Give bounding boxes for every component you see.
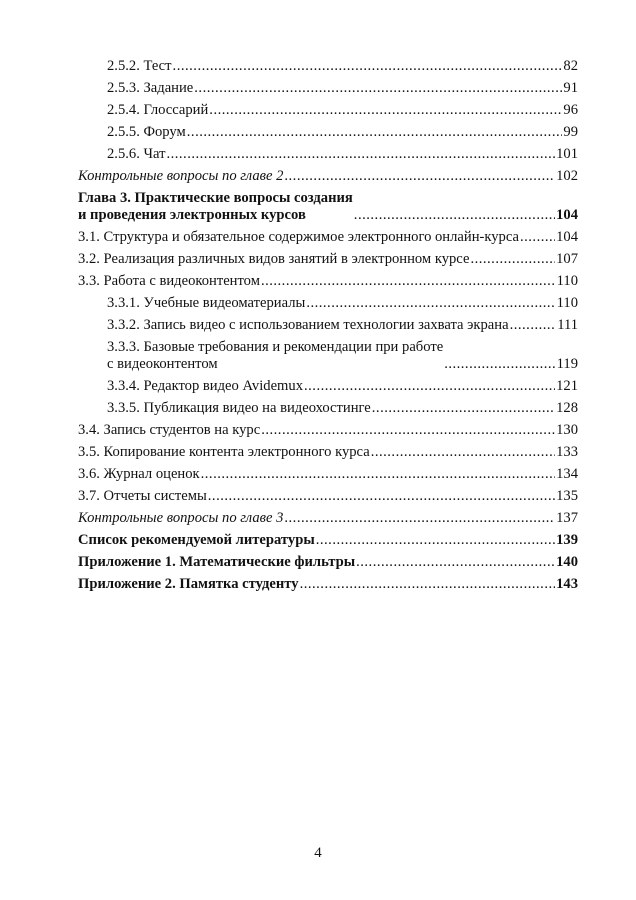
toc-entry <box>78 102 578 119</box>
toc-dot-leader <box>173 58 563 75</box>
toc-dot-leader <box>194 80 562 97</box>
toc-entry-title-line: 3.3. Работа с видеоконтентом <box>78 273 260 289</box>
toc-entry-page-number: 139 <box>556 532 578 548</box>
toc-entry-title-line: 3.3.3. Базовые требования и рекомендации при работе <box>107 339 444 355</box>
toc-entry <box>78 190 578 224</box>
toc-entry <box>78 295 578 312</box>
table-of-contents <box>78 58 578 598</box>
toc-entry <box>78 146 578 163</box>
toc-entry-page-number: 107 <box>556 251 578 267</box>
toc-entry-title-line: 3.3.2. Запись видео с использованием технологии захвата экрана <box>107 317 509 333</box>
toc-dot-leader <box>510 317 557 334</box>
toc-entry-title <box>78 251 469 268</box>
toc-entry-title <box>78 488 207 505</box>
toc-entry-title-line: 3.3.4. Редактор видео Avidemux <box>107 378 303 394</box>
toc-entry <box>78 576 578 593</box>
toc-dot-leader <box>444 356 555 373</box>
toc-entry-title <box>107 339 443 373</box>
toc-dot-leader <box>187 124 563 141</box>
toc-entry-page-number: 104 <box>556 229 578 245</box>
toc-entry <box>78 58 578 75</box>
toc-dot-leader <box>306 295 555 312</box>
toc-dot-leader <box>284 168 555 185</box>
toc-entry-page-number: 82 <box>563 58 578 74</box>
toc-entry <box>78 378 578 395</box>
toc-entry <box>78 444 578 461</box>
toc-entry-title-line: 2.5.3. Задание <box>107 80 194 96</box>
toc-entry <box>78 317 578 334</box>
toc-entry-title-line: 3.6. Журнал оценок <box>78 466 200 482</box>
toc-entry <box>78 168 578 185</box>
toc-entry-title-line: Список рекомендуемой литературы <box>78 532 315 548</box>
toc-dot-leader <box>304 378 555 395</box>
toc-dot-leader <box>354 207 555 224</box>
toc-entry-title <box>78 532 315 549</box>
toc-entry <box>78 466 578 483</box>
toc-entry <box>78 400 578 417</box>
toc-entry-title-line: Контрольные вопросы по главе 3 <box>78 510 284 526</box>
toc-entry-page-number: 104 <box>556 207 578 223</box>
toc-entry-page-number: 137 <box>556 510 578 526</box>
toc-entry <box>78 488 578 505</box>
toc-entry-title-line: 3.4. Запись студентов на курс <box>78 422 261 438</box>
toc-entry-title <box>107 102 208 119</box>
toc-entry-title-line: Приложение 2. Памятка студенту <box>78 576 299 592</box>
toc-entry-page-number: 111 <box>557 317 578 333</box>
toc-dot-leader <box>209 102 562 119</box>
toc-dot-leader <box>201 466 555 483</box>
toc-entry-page-number: 99 <box>563 124 578 140</box>
toc-entry-title <box>78 273 260 290</box>
toc-entry <box>78 339 578 373</box>
toc-dot-leader <box>300 576 556 593</box>
toc-dot-leader <box>261 422 555 439</box>
toc-entry-title <box>78 510 283 527</box>
toc-entry-title-line: Контрольные вопросы по главе 2 <box>78 168 284 184</box>
toc-entry-title <box>78 190 353 224</box>
toc-entry-title-line: 2.5.4. Глоссарий <box>107 102 209 118</box>
toc-entry-title <box>107 146 165 163</box>
toc-dot-leader <box>316 532 555 549</box>
toc-entry-title <box>107 58 172 75</box>
toc-entry-page-number: 91 <box>563 80 578 96</box>
toc-dot-leader <box>470 251 555 268</box>
toc-entry <box>78 124 578 141</box>
toc-entry-page-number: 119 <box>556 356 578 372</box>
toc-entry-title <box>78 576 299 593</box>
toc-entry-page-number: 102 <box>556 168 578 184</box>
toc-entry-title-line: Глава 3. Практические вопросы создания <box>78 190 353 206</box>
toc-entry <box>78 251 578 268</box>
toc-entry-page-number: 143 <box>556 576 578 592</box>
toc-entry-title-line: Приложение 1. Математические фильтры <box>78 554 356 570</box>
toc-entry-title <box>78 466 200 483</box>
toc-entry <box>78 532 578 549</box>
toc-entry-title <box>107 400 371 417</box>
toc-dot-leader <box>372 400 555 417</box>
toc-entry-title-line: с видеоконтентом <box>107 356 218 372</box>
page-number: 4 <box>314 845 322 861</box>
toc-entry-page-number: 133 <box>556 444 578 460</box>
toc-entry-page-number: 135 <box>556 488 578 504</box>
toc-entry-title <box>107 295 305 312</box>
toc-entry <box>78 80 578 97</box>
toc-entry <box>78 554 578 571</box>
toc-entry-title <box>107 80 193 97</box>
toc-entry-page-number: 101 <box>556 146 578 162</box>
toc-entry-title-line: 3.3.5. Публикация видео на видеохостинге <box>107 400 371 416</box>
toc-entry-page-number: 121 <box>556 378 578 394</box>
toc-entry-title-line: 2.5.6. Чат <box>107 146 166 162</box>
toc-entry-page-number: 130 <box>556 422 578 438</box>
toc-entry-title <box>78 444 370 461</box>
toc-entry-title-line: 3.7. Отчеты системы <box>78 488 207 504</box>
toc-entry-title-line: 2.5.5. Форум <box>107 124 186 140</box>
toc-entry-title <box>78 168 283 185</box>
toc-entry <box>78 510 578 527</box>
toc-entry-page-number: 140 <box>556 554 578 570</box>
toc-entry-title <box>78 554 355 571</box>
toc-entry-page-number: 110 <box>556 295 578 311</box>
toc-entry-title-line: и проведения электронных курсов <box>78 207 306 223</box>
toc-entry-title-line: 3.1. Структура и обязательное содержимое электронного онлайн-курса <box>78 229 519 245</box>
toc-entry-title <box>107 378 303 395</box>
toc-entry-title <box>78 422 260 439</box>
toc-entry-page-number: 110 <box>556 273 578 289</box>
toc-entry-title <box>107 124 186 141</box>
toc-entry <box>78 229 578 246</box>
toc-dot-leader <box>208 488 555 505</box>
toc-dot-leader <box>520 229 555 246</box>
toc-dot-leader <box>356 554 555 571</box>
toc-entry <box>78 273 578 290</box>
toc-entry-title <box>78 229 519 246</box>
toc-dot-leader <box>166 146 555 163</box>
toc-entry-page-number: 128 <box>556 400 578 416</box>
toc-entry-page-number: 96 <box>563 102 578 118</box>
toc-entry-title-line: 2.5.2. Тест <box>107 58 172 74</box>
toc-dot-leader <box>371 444 555 461</box>
toc-entry-title-line: 3.3.1. Учебные видеоматериалы <box>107 295 306 311</box>
toc-entry-title <box>107 317 509 334</box>
toc-dot-leader <box>261 273 556 290</box>
toc-entry-page-number: 134 <box>556 466 578 482</box>
toc-entry <box>78 422 578 439</box>
toc-entry-title-line: 3.5. Копирование контента электронного курса <box>78 444 370 460</box>
toc-dot-leader <box>284 510 555 527</box>
toc-entry-title-line: 3.2. Реализация различных видов занятий в электронном курсе <box>78 251 470 267</box>
